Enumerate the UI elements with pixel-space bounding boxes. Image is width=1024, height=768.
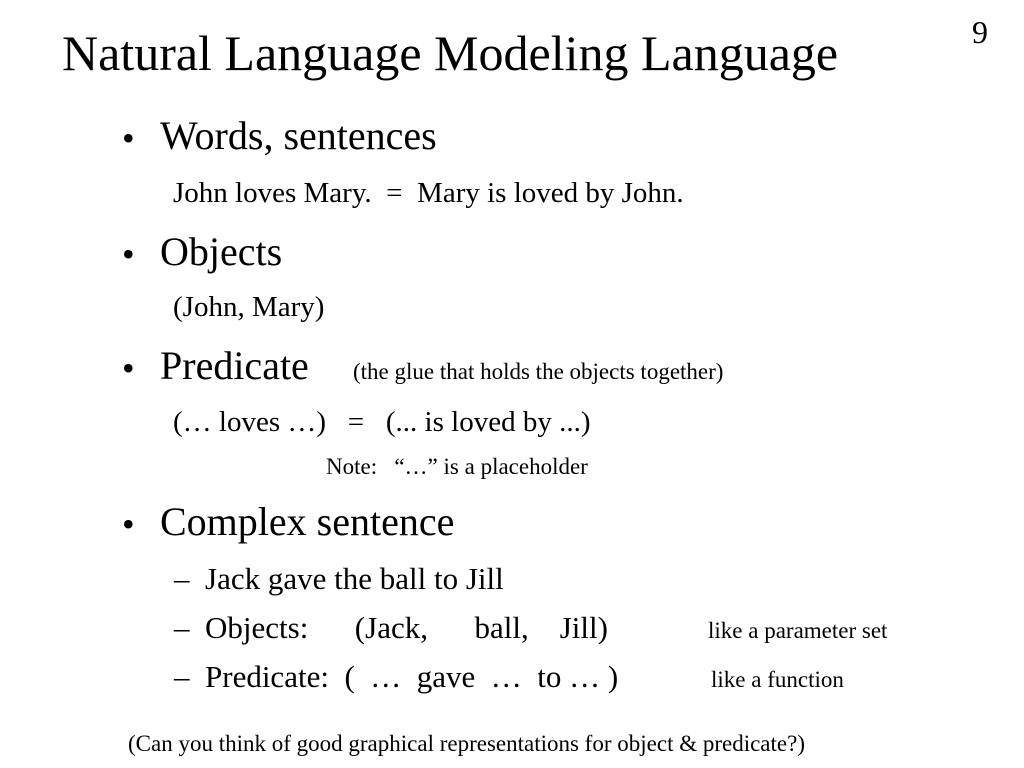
predicate-function: Predicate: ( … gave … to … ): [205, 659, 619, 694]
slide-title: Natural Language Modeling Language: [62, 25, 839, 81]
predicate-example: (… loves …) = (... is loved by ...): [173, 406, 591, 438]
placeholder-note: Note: “…” is a placeholder: [326, 454, 588, 479]
page-number: 9: [972, 14, 988, 50]
bullet-marker: •: [122, 504, 135, 544]
bullet-marker: •: [122, 234, 135, 274]
sentence-example: John loves Mary. = Mary is loved by John.: [173, 177, 684, 209]
function-note: like a function: [711, 667, 844, 692]
dash-marker: –: [174, 561, 190, 596]
predicate-aside: (the glue that holds the objects together): [353, 359, 724, 384]
complex-sentence-example: Jack gave the ball to Jill: [205, 561, 504, 596]
bullet-objects: Objects: [160, 229, 283, 274]
objects-example: (John, Mary): [173, 291, 325, 323]
dash-marker: –: [174, 610, 190, 645]
bullet-words-sentences: Words, sentences: [160, 113, 437, 158]
bullet-marker: •: [122, 348, 135, 388]
bullet-marker: •: [122, 118, 135, 158]
bullet-complex-sentence: Complex sentence: [160, 499, 455, 544]
objects-tuple: Objects: (Jack, ball, Jill): [205, 610, 608, 645]
footer-question: (Can you think of good graphical representations for object & predicate?): [128, 731, 805, 756]
bullet-predicate: Predicate: [160, 343, 309, 388]
dash-marker: –: [174, 659, 190, 694]
parameter-set-note: like a parameter set: [708, 618, 888, 643]
